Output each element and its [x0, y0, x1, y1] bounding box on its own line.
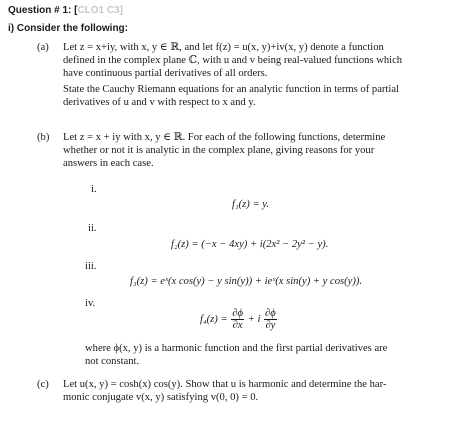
part-b-line-1: Let z = x + iy with x, y ∈ ℝ. For each of the following functions, determine — [63, 132, 386, 143]
part-b-note-line-2: not constant. — [85, 356, 140, 367]
part-a-line-3: have continuous partial derivatives of all orders. — [63, 68, 268, 79]
item-ii-formula: f₂(z) = (−x − 4xy) + i(2x² − 2y² − y). — [171, 239, 329, 250]
part-a-line-2: defined in the complex plane ℂ, with u and v being real-valued functions which — [63, 55, 403, 66]
question-title-clo: CLO1 C3] — [77, 5, 124, 16]
item-iv-plus-i: + i — [247, 313, 261, 325]
item-iii-formula: f₃(z) = eˣ(x cos(y) − y sin(y)) + ieˣ(x sin(y) + y cos(y)). — [130, 276, 363, 287]
item-iv-lhs: f₄(z) = — [200, 313, 228, 325]
item-iv-numeral: iv. — [85, 298, 96, 309]
item-iv-formula — [200, 308, 278, 331]
item-i-formula: f₁(z) = y. — [232, 199, 270, 210]
part-a-label: (a) — [37, 42, 49, 53]
item-iv-frac-x-den: ∂x — [232, 320, 243, 331]
part-a-line-5: derivatives of u and v with respect to x and y. — [63, 97, 256, 108]
question-title-main: Question # 1: [ — [8, 5, 78, 16]
item-iii-numeral: iii. — [85, 261, 97, 272]
part-c-line-1: Let u(x, y) = cosh(x) cos(y). Show that u is harmonic and determine the har- — [63, 379, 387, 390]
item-i-numeral: i. — [91, 184, 97, 195]
part-a-line-4: State the Cauchy Riemann equations for an analytic function in terms of partial — [63, 84, 399, 95]
part-c-line-2: monic conjugate v(x, y) satisfying v(0, 0) = 0. — [63, 392, 259, 403]
item-iv-frac-y-den: ∂y — [265, 320, 276, 331]
part-b-note-line-1: where ϕ(x, y) is a harmonic function and the first partial derivatives are — [85, 343, 388, 354]
part-b-label: (b) — [37, 132, 50, 143]
item-ii-numeral: ii. — [88, 223, 97, 234]
question-title — [8, 4, 123, 17]
item-iv-frac-x-num: ∂ϕ — [232, 308, 243, 319]
item-iv-frac-y-num: ∂ϕ — [265, 308, 276, 319]
item-iv-frac-x — [231, 308, 244, 331]
item-iv-frac-y — [264, 308, 277, 331]
part-a-line-1: Let z = x+iy, with x, y ∈ ℝ, and let f(z) = u(x, y)+iv(x, y) denote a function — [63, 42, 384, 53]
part-b-line-2: whether or not it is analytic in the complex plane, giving reasons for your — [63, 145, 375, 156]
part-c-label: (c) — [37, 379, 49, 390]
part-b-line-3: answers in each case. — [63, 158, 154, 169]
question-intro: i) Consider the following: — [8, 23, 128, 34]
